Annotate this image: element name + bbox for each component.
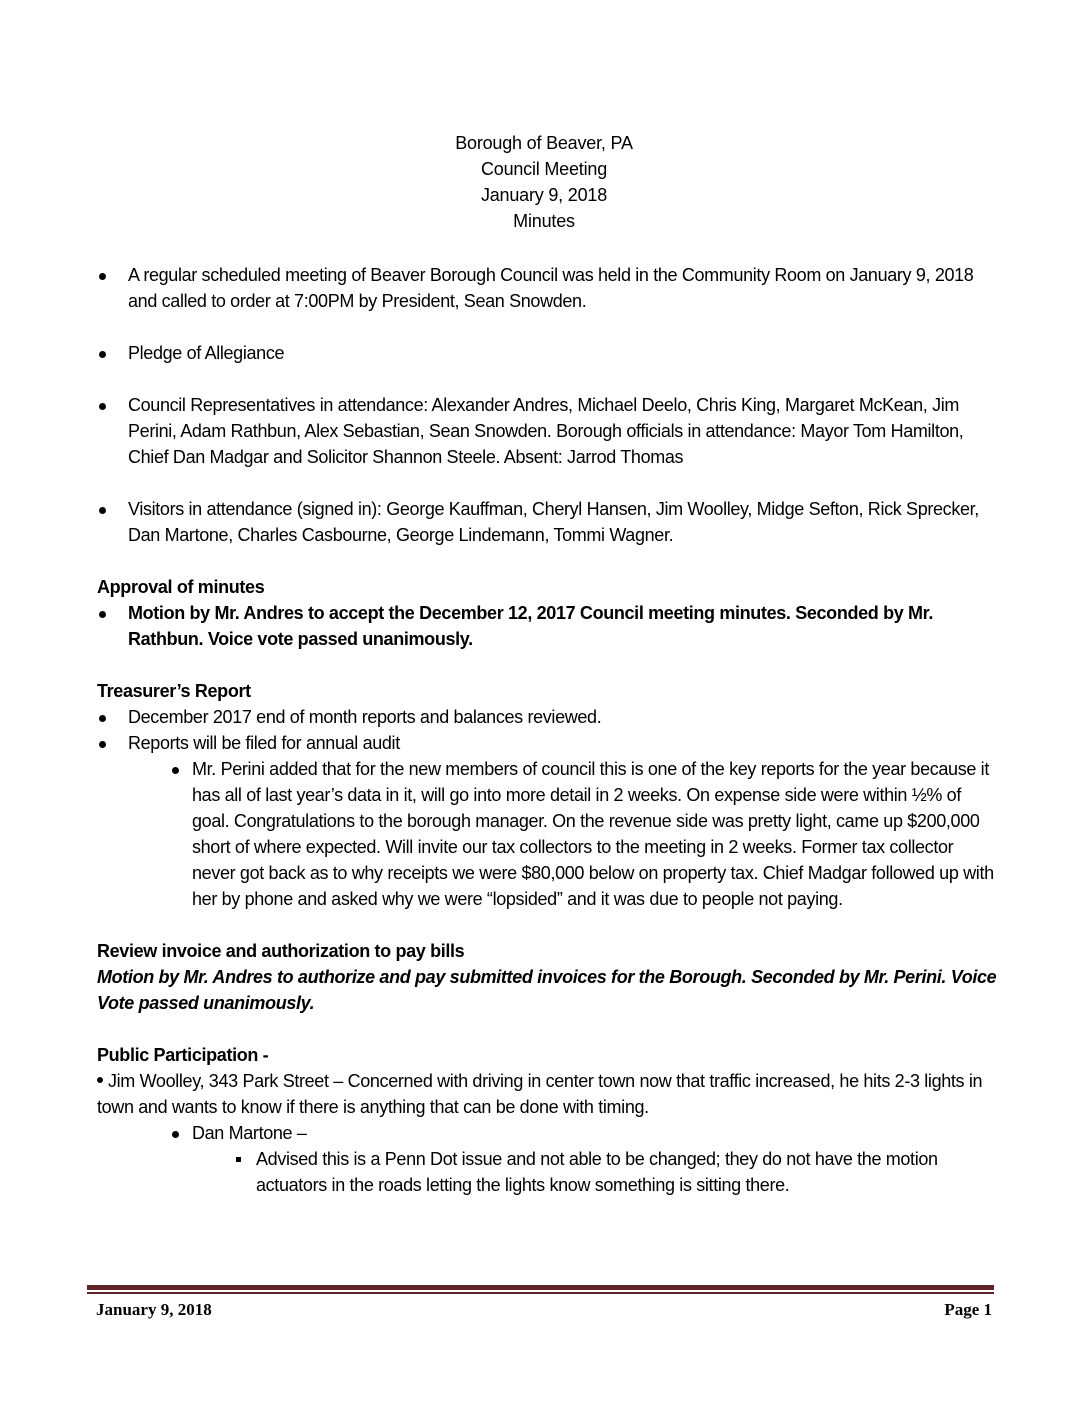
bullet-icon xyxy=(172,1131,179,1138)
list-item-visitors: Visitors in attendance (signed in): George Kauffman, Cheryl Hansen, Jim Woolley, Midge Sefton, Rick Sprecker, Dan Martone, Charles Casbourne, George Lindemann, Tommi Wagner. xyxy=(97,496,997,548)
bullet-icon xyxy=(99,611,106,618)
footer-rule-thick xyxy=(87,1285,994,1290)
bullet-icon xyxy=(99,273,106,280)
list-item-call-to-order: A regular scheduled meeting of Beaver Borough Council was held in the Community Room on January 9, 2018 and called to order at 7:00PM by President, Sean Snowden. xyxy=(97,262,997,314)
bullet-icon xyxy=(99,741,106,748)
bullet-icon xyxy=(99,507,106,514)
bullet-icon xyxy=(99,351,106,358)
minutes-body xyxy=(97,262,997,1198)
public-comment-woolley: Jim Woolley, 343 Park Street – Concerned with driving in center town now that traffic increased, he hits 2-3 lights in town and wants to know if there is anything that can be done with timing. xyxy=(97,1071,983,1117)
square-bullet-icon xyxy=(236,1157,241,1162)
meeting-type: Council Meeting xyxy=(480,159,608,179)
document-type: Minutes xyxy=(513,211,575,231)
document-title-block xyxy=(0,130,1088,234)
list-item-treasurer-audit: Reports will be filed for annual audit xyxy=(97,730,997,756)
bullet-icon xyxy=(97,1077,103,1083)
bullet-icon xyxy=(99,403,106,410)
list-item-attendance: Council Representatives in attendance: Alexander Andres, Michael Deelo, Chris King, Margaret McKean, Jim Perini, Adam Rathbun, Alex Sebastian, Sean Snowden. Borough officials in attendance: Mayor Tom Hamilton, Chief Dan Madgar and Solicitor Shannon Steele. Absent: Jarrod Thomas xyxy=(97,392,997,470)
borough-name: Borough of Beaver, PA xyxy=(455,133,633,153)
footer-date: January 9, 2018 xyxy=(96,1300,212,1319)
section-heading-approval-of-minutes: Approval of minutes xyxy=(97,577,265,597)
bullet-icon xyxy=(99,715,106,722)
section-heading-invoices: Review invoice and authorization to pay bills xyxy=(97,941,465,961)
list-item-response: Advised this is a Penn Dot issue and not able to be changed; they do not have the motion actuators in the roads letting the lights know something is sitting there. xyxy=(225,1146,997,1198)
meeting-date: January 9, 2018 xyxy=(480,185,608,205)
bullet-icon xyxy=(172,767,179,774)
invoices-motion: Motion by Mr. Andres to authorize and pay submitted invoices for the Borough. Seconded by Mr. Perini. Voice Vote passed unanimously. xyxy=(97,967,997,1013)
list-item-treasurer-reports: December 2017 end of month reports and balances reviewed. xyxy=(97,704,997,730)
list-item-pledge: Pledge of Allegiance xyxy=(97,340,997,366)
footer-page-number: Page 1 xyxy=(944,1300,992,1319)
footer-rule-thin xyxy=(87,1292,994,1294)
section-heading-public-participation: Public Participation - xyxy=(97,1045,269,1065)
list-item-minutes-motion: Motion by Mr. Andres to accept the December 12, 2017 Council meeting minutes. Seconded by Mr. Rathbun. Voice vote passed unanimously. xyxy=(97,600,997,652)
list-item-responder: Dan Martone – xyxy=(161,1120,997,1146)
list-item-perini-comment: Mr. Perini added that for the new members of council this is one of the key reports for the year because it has all of last year’s data in it, will go into more detail in 2 weeks. On expense side were within ½% of goal. Congratulations to the borough manager. On the revenue side was pretty light, came up $200,000 short of where expected. Will invite our tax collectors to the meeting in 2 weeks. Former tax collector never got back as to why receipts we were $80,000 below on property tax. Chief Madgar followed up with her by phone and asked why we were “lopsided” and it was due to people not paying. xyxy=(161,756,997,912)
section-heading-treasurers-report: Treasurer’s Report xyxy=(97,681,251,701)
